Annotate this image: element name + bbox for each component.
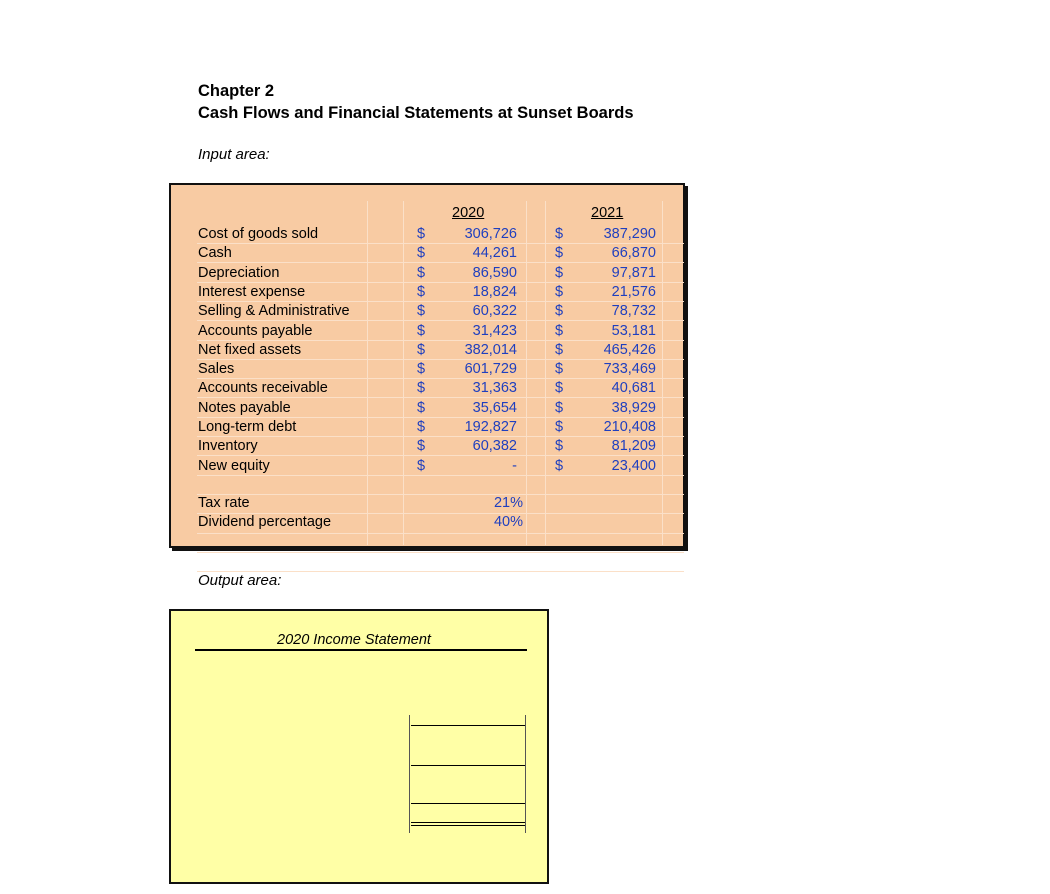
value-2020[interactable]: 86,590 [472, 264, 517, 281]
row-label: Long-term debt [198, 419, 297, 435]
currency-symbol-2020: $ [417, 322, 426, 339]
currency-symbol-2021: $ [555, 361, 564, 378]
column-left-border [409, 715, 410, 833]
gridline-vertical [526, 201, 527, 545]
column-header-2021: 2021 [591, 205, 624, 221]
currency-symbol-2021: $ [555, 380, 564, 397]
currency-symbol-2020: $ [417, 399, 426, 416]
dividend-percentage-label: Dividend percentage [198, 514, 332, 530]
value-2020[interactable]: 31,363 [472, 380, 517, 397]
value-2020[interactable]: 60,322 [472, 303, 517, 320]
currency-symbol-2021: $ [555, 341, 564, 358]
dividend-percentage-value[interactable]: 40% [493, 514, 523, 530]
currency-symbol-2021: $ [555, 245, 564, 262]
currency-symbol-2021: $ [555, 457, 564, 474]
subtotal-rule-1 [411, 725, 525, 726]
currency-symbol-2020: $ [417, 283, 426, 300]
value-2020[interactable]: 306,726 [464, 226, 517, 242]
value-2020[interactable]: 18,824 [472, 283, 517, 300]
input-area-panel [169, 183, 685, 548]
value-2021[interactable]: 40,681 [611, 380, 656, 397]
row-label: Accounts receivable [198, 380, 328, 397]
value-2020[interactable]: 192,827 [464, 419, 517, 435]
value-2021[interactable]: 210,408 [603, 419, 656, 435]
gridline-horizontal [197, 513, 684, 514]
value-2020[interactable]: 601,729 [464, 361, 517, 378]
value-2021[interactable]: 97,871 [611, 264, 656, 281]
currency-symbol-2021: $ [555, 226, 564, 242]
value-2021[interactable]: 733,469 [603, 361, 656, 378]
currency-symbol-2021: $ [555, 303, 564, 320]
row-label: Net fixed assets [198, 341, 302, 358]
gridline-vertical [662, 201, 663, 545]
tax-rate-label: Tax rate [198, 495, 250, 511]
value-2021[interactable]: 66,870 [611, 245, 656, 262]
input-area-label: Input area: [198, 146, 270, 163]
value-2021[interactable]: 23,400 [611, 457, 656, 474]
gridline-vertical [545, 201, 546, 545]
currency-symbol-2020: $ [417, 341, 426, 358]
row-label: Cost of goods sold [198, 226, 319, 242]
row-label: Interest expense [198, 283, 306, 300]
currency-symbol-2021: $ [555, 399, 564, 416]
value-2020[interactable]: 60,382 [472, 438, 517, 455]
currency-symbol-2020: $ [417, 380, 426, 397]
gridline-horizontal [197, 494, 684, 495]
currency-symbol-2020: $ [417, 245, 426, 262]
income-statement-title: 2020 Income Statement [277, 632, 431, 648]
row-label: Sales [198, 361, 235, 378]
output-area-panel [169, 609, 549, 884]
row-label: Cash [198, 245, 232, 262]
gridline-horizontal [197, 533, 684, 534]
currency-symbol-2020: $ [417, 303, 426, 320]
subtotal-rule-2 [411, 765, 525, 766]
row-label: Notes payable [198, 399, 291, 416]
currency-symbol-2020: $ [417, 457, 426, 474]
value-2021[interactable]: 38,929 [611, 399, 656, 416]
subtotal-rule-3 [411, 803, 525, 804]
value-2020[interactable]: 35,654 [472, 399, 517, 416]
row-label: Selling & Administrative [198, 303, 350, 320]
column-header-2020: 2020 [452, 205, 485, 221]
double-rule-top [411, 822, 525, 823]
value-2020[interactable]: 31,423 [472, 322, 517, 339]
currency-symbol-2021: $ [555, 322, 564, 339]
currency-symbol-2021: $ [555, 264, 564, 281]
tax-rate-value[interactable]: 21% [493, 495, 523, 511]
value-2021[interactable]: 21,576 [611, 283, 656, 300]
currency-symbol-2021: $ [555, 419, 564, 435]
value-2021[interactable]: 53,181 [611, 322, 656, 339]
value-2020[interactable]: 382,014 [464, 341, 517, 358]
value-2021[interactable]: 78,732 [611, 303, 656, 320]
row-label: Inventory [198, 438, 258, 455]
currency-symbol-2020: $ [417, 361, 426, 378]
value-2021[interactable]: 387,290 [603, 226, 656, 242]
currency-symbol-2020: $ [417, 226, 426, 242]
statement-header-rule [195, 649, 527, 651]
gridline-horizontal [197, 552, 684, 553]
column-right-border [525, 715, 526, 833]
row-label: New equity [198, 457, 270, 474]
gridline-vertical [403, 201, 404, 545]
page-title: Cash Flows and Financial Statements at Sunset Boards [198, 104, 634, 122]
value-2020[interactable]: 44,261 [472, 245, 517, 262]
row-label: Depreciation [198, 264, 280, 281]
currency-symbol-2021: $ [555, 438, 564, 455]
double-rule-bottom [411, 825, 525, 826]
chapter-heading: Chapter 2 [198, 82, 275, 100]
value-2021[interactable]: 465,426 [603, 341, 656, 358]
value-2021[interactable]: 81,209 [611, 438, 656, 455]
value-2020[interactable]: - [512, 457, 517, 474]
currency-symbol-2021: $ [555, 283, 564, 300]
row-label: Accounts payable [198, 322, 313, 339]
currency-symbol-2020: $ [417, 419, 426, 435]
output-area-label: Output area: [198, 572, 282, 589]
currency-symbol-2020: $ [417, 438, 426, 455]
gridline-vertical [367, 201, 368, 545]
currency-symbol-2020: $ [417, 264, 426, 281]
